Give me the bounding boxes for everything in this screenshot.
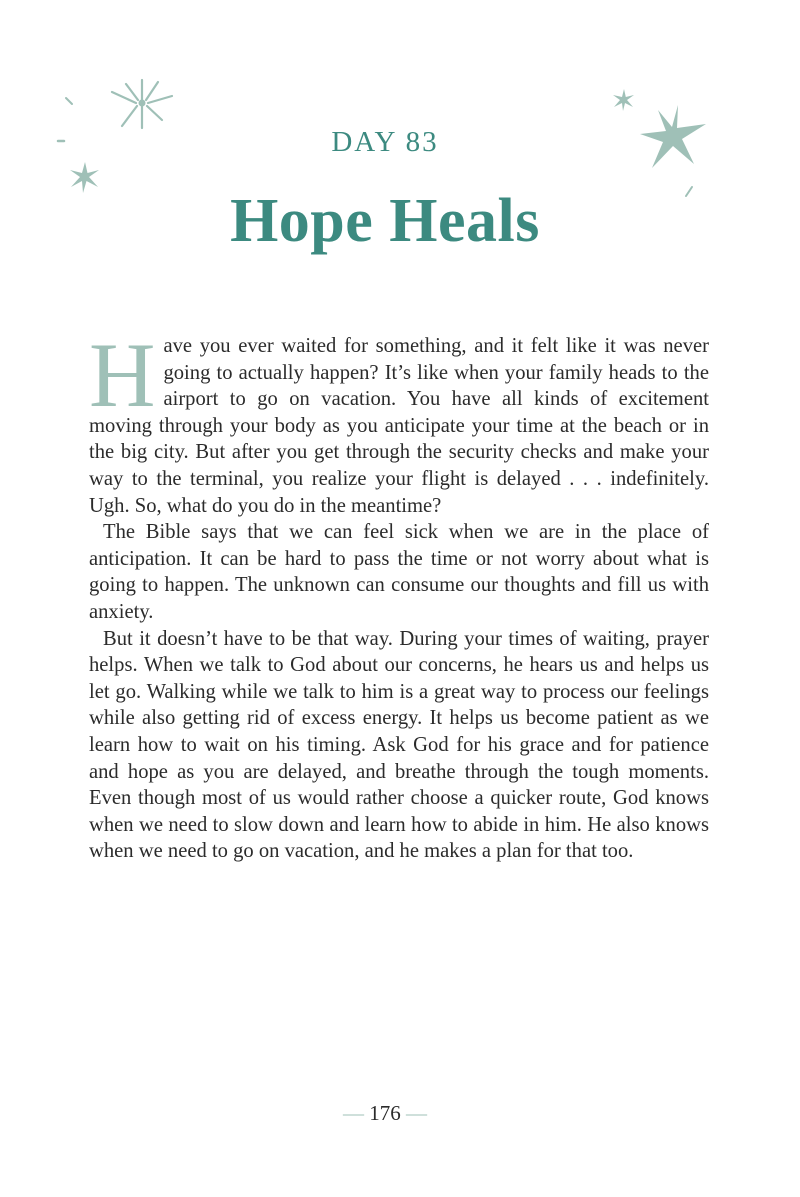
day-label: DAY 83 bbox=[331, 126, 439, 158]
page-number-dash: — bbox=[406, 1101, 427, 1125]
paragraph: But it doesn’t have to be that way. During your times of waiting, prayer helps. When we talk to God about our concerns, he hears us and helps us let go. Walking while we talk to him is a great way to process our feelings while also getting rid of excess energy. It helps us become patient as we learn how to wait on his timing. Ask God for his grace and for patience and hope as you are delayed, and breathe through the tough moments. Even though most of us would rather choose a quicker route, God knows when we need to slow down and learn how to abide in him. He also knows when we need to go on vacation, and he makes a plan for that too. bbox=[89, 627, 709, 863]
paragraph-text: ave you ever waited for something, and it felt like it was never going to actually happen? It’s like when your family heads to the airport to go on vacation. You have all kinds of excitement moving through your body as you anticipate your time at the beach or in the big city. But after you get through the security checks and make your way to the terminal, you realize your flight is delayed . . . indefinitely. Ugh. So, what do you do in the meantime? bbox=[89, 335, 709, 517]
star-icon bbox=[612, 88, 636, 112]
page-title: Hope Heals bbox=[230, 187, 540, 255]
paragraph: The Bible says that we can feel sick when we are in the place of anticipation. It can be hard to pass the time or not worry about what is going to happen. The unknown can consume our thoughts and fill us with anxiety. bbox=[89, 521, 709, 623]
dash-icon bbox=[64, 96, 76, 108]
page-number-dash: — bbox=[343, 1101, 364, 1125]
page-number bbox=[0, 1101, 770, 1126]
drop-cap: H bbox=[89, 324, 156, 426]
body-text bbox=[89, 324, 709, 865]
paragraph bbox=[89, 324, 709, 519]
page-number-value: 176 bbox=[369, 1101, 401, 1125]
